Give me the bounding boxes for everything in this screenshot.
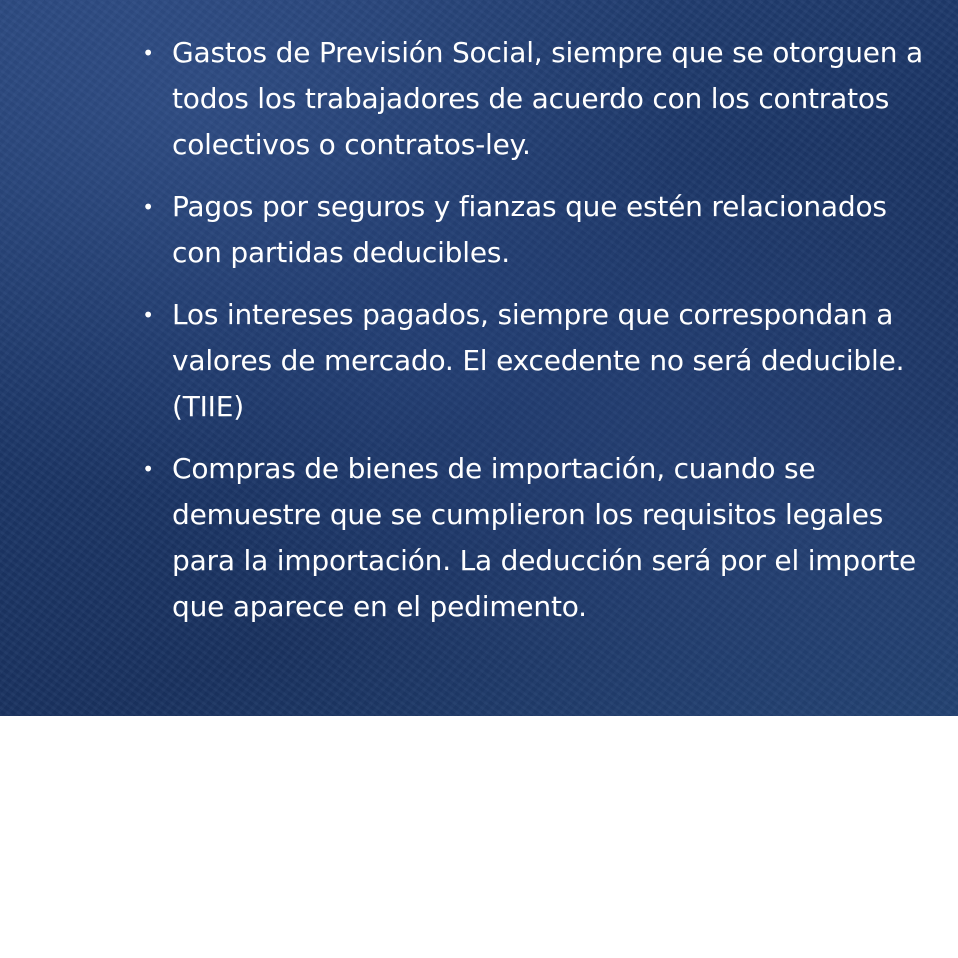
bullet-text: Gastos de Previsión Social, siempre que se otorguen a todos los trabajadores de acuerdo con los contratos colectivos o contratos-ley. — [172, 36, 924, 161]
bullet-icon: • — [142, 303, 154, 327]
bullet-item — [0, 184, 958, 276]
bullet-item — [0, 446, 958, 630]
bullet-text: Los intereses pagados, siempre que correspondan a valores de mercado. El excedente no será deducible. (TIIE) — [172, 298, 905, 423]
bullet-icon: • — [142, 457, 154, 481]
bullet-text: Compras de bienes de importación, cuando se demuestre que se cumplieron los requisitos legales para la importación. La deducción será por el importe que aparece en el pedimento. — [172, 452, 917, 623]
bullet-icon: • — [142, 195, 154, 219]
bullet-text: Pagos por seguros y fianzas que estén relacionados con partidas deducibles. — [172, 190, 887, 269]
bullet-icon: • — [142, 41, 154, 65]
bullet-item — [0, 30, 958, 168]
bullet-list — [0, 30, 958, 646]
bullet-item — [0, 292, 958, 430]
